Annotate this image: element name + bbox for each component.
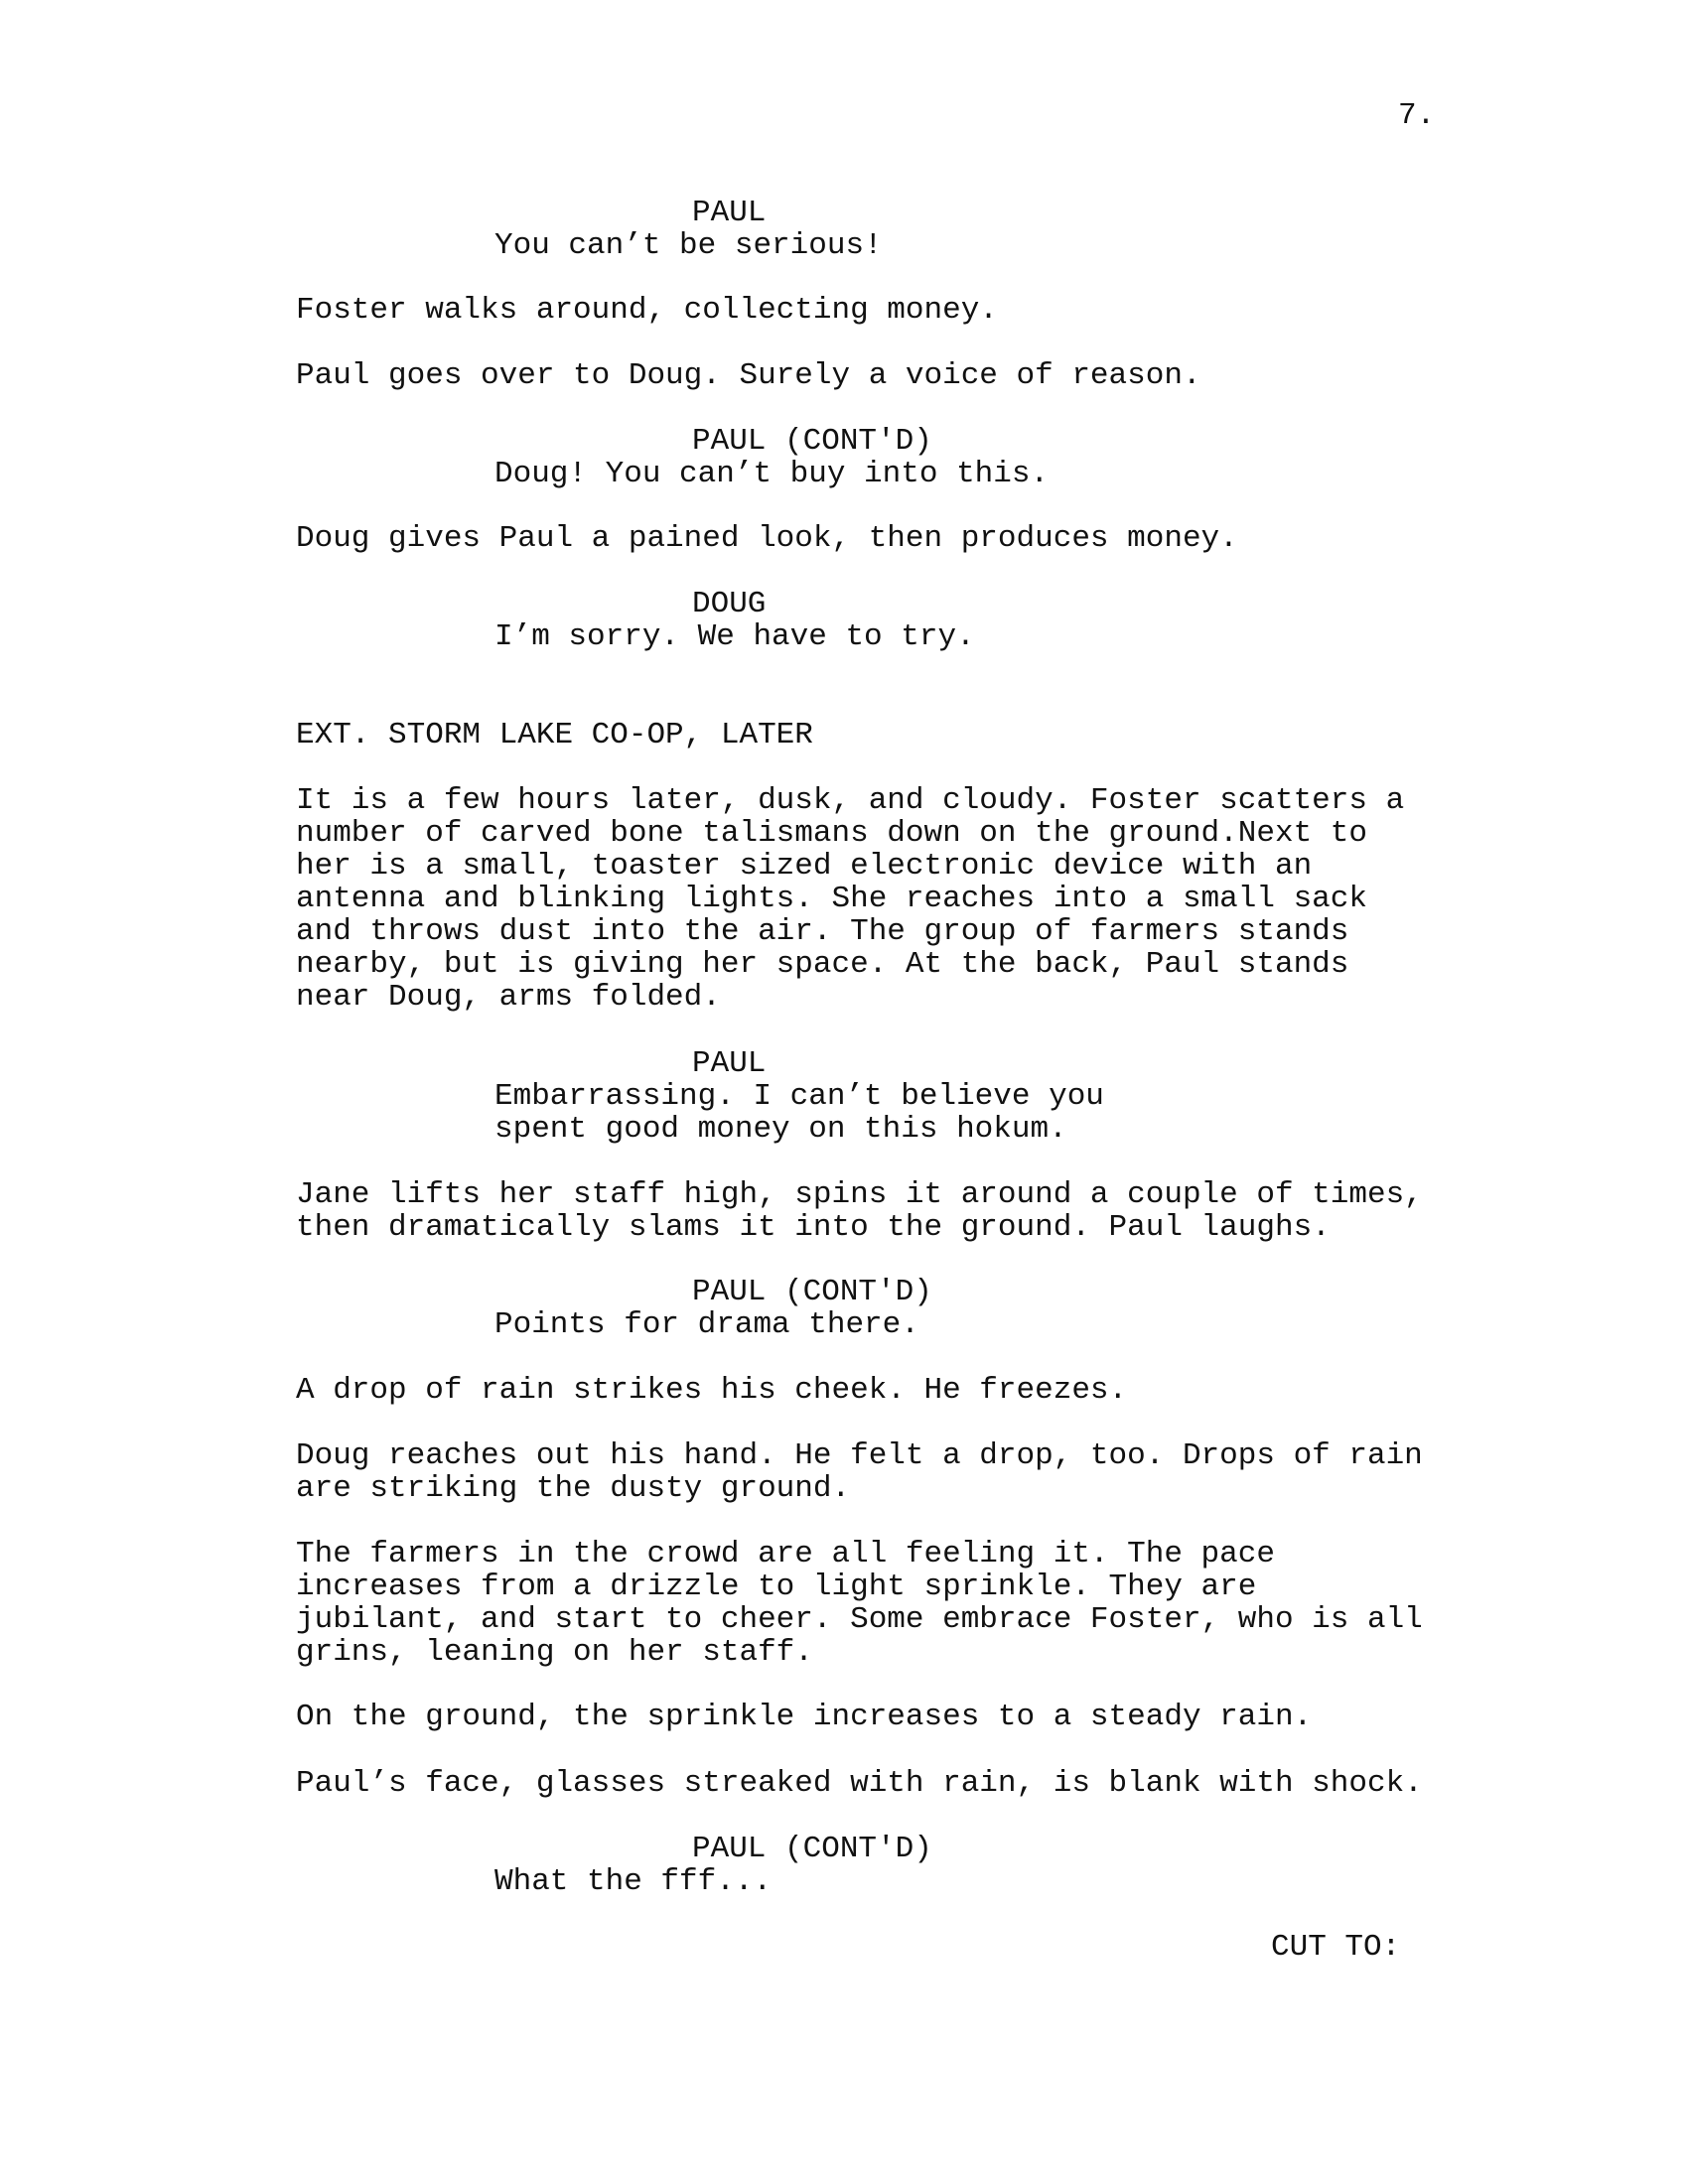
action-line: Paul’s face, glasses streaked with rain, is blank with shock. [296,1766,1423,1801]
character-line: PAUL (CONT'D) [692,424,932,459]
character-line: PAUL [692,1046,767,1081]
dialogue-line: spent good money on this hokum. [494,1112,1067,1147]
action-line: grins, leaning on her staff. [296,1635,813,1670]
dialogue-line: Doug! You can’t buy into this. [494,457,1050,491]
dialogue-line: Embarrassing. I can’t believe you [494,1079,1104,1114]
action-line: increases from a drizzle to light sprinkle. They are [296,1570,1257,1604]
action-line: nearby, but is giving her space. At the back, Paul stands [296,947,1349,982]
action-line: Doug reaches out his hand. He felt a drop, too. Drops of rain [296,1438,1423,1473]
action-line: Doug gives Paul a pained look, then produces money. [296,521,1238,556]
character-line: PAUL (CONT'D) [692,1275,932,1309]
action-line: her is a small, toaster sized electronic device with an [296,849,1313,884]
action-line: The farmers in the crowd are all feeling it. The pace [296,1537,1275,1571]
transition-line: CUT TO: [1271,1930,1401,1965]
action-line: Foster walks around, collecting money. [296,293,998,328]
heading-line: EXT. STORM LAKE CO-OP, LATER [296,718,813,752]
action-line: Paul goes over to Doug. Surely a voice of reason. [296,358,1201,393]
dialogue-line: What the fff... [494,1864,773,1899]
action-line: Jane lifts her staff high, spins it around a couple of times, [296,1177,1423,1212]
dialogue-line: You can’t be serious! [494,228,883,263]
action-line: A drop of rain strikes his cheek. He freezes. [296,1373,1128,1408]
dialogue-line: I’m sorry. We have to try. [494,619,975,654]
action-line: number of carved bone talismans down on the ground.Next to [296,816,1367,851]
action-line: near Doug, arms folded. [296,980,721,1015]
dialogue-line: Points for drama there. [494,1307,919,1342]
character-line: PAUL (CONT'D) [692,1832,932,1866]
page-number: 7. [1398,98,1436,133]
action-line: are striking the dusty ground. [296,1471,851,1506]
character-line: PAUL [692,196,767,230]
action-line: antenna and blinking lights. She reaches into a small sack [296,882,1367,916]
action-line: jubilant, and start to cheer. Some embrace Foster, who is all [296,1602,1423,1637]
action-line: then dramatically slams it into the ground. Paul laughs. [296,1210,1331,1245]
action-line: and throws dust into the air. The group of farmers stands [296,914,1349,949]
action-line: On the ground, the sprinkle increases to a steady rain. [296,1700,1313,1734]
action-line: It is a few hours later, dusk, and cloudy. Foster scatters a [296,783,1405,818]
character-line: DOUG [692,587,767,621]
